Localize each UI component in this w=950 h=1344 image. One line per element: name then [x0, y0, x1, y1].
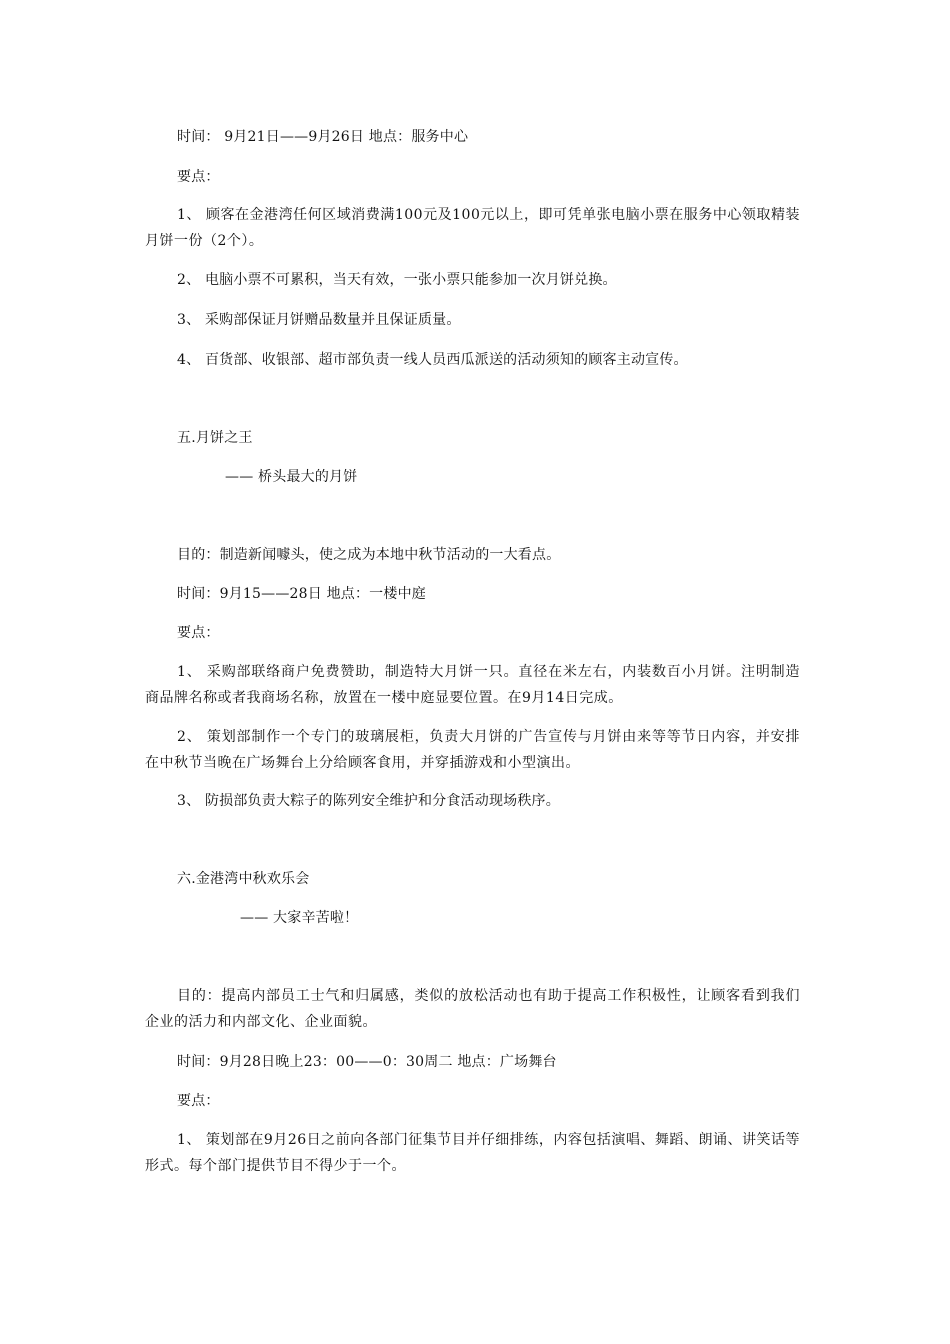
s4-points-label: 要点：	[177, 169, 220, 185]
s6-points-label: 要点：	[177, 1093, 220, 1109]
s5-points-label: 要点：	[177, 625, 220, 641]
s4-point-2: 2、 电脑小票不可累积，当天有效，一张小票只能参加一次月饼兑换。	[177, 272, 617, 288]
s5-time-place: 时间：9月15——28日 地点：一楼中庭	[177, 586, 426, 602]
s5-point-3: 3、 防损部负责大粽子的陈列安全维护和分食活动现场秩序。	[177, 793, 560, 809]
s5-point-2: 2、 策划部制作一个专门的玻璃展柜，负责大月饼的广告宣传与月饼由来等等节日内容，并安排在中秋节当晚在广场舞台上分给顾客食用，并穿插游戏和小型演出。	[145, 729, 800, 771]
s5-subtitle: —— 桥头最大的月饼	[225, 469, 358, 485]
s4-point-3: 3、 采购部保证月饼赠品数量并且保证质量。	[177, 312, 461, 328]
s6-purpose: 目的：提高内部员工士气和归属感，类似的放松活动也有助于提高工作积极性，让顾客看到我们企业的活力和内部文化、企业面貌。	[145, 988, 800, 1030]
s4-point-4: 4、 百货部、收银部、超市部负责一线人员西瓜派送的活动须知的顾客主动宣传。	[177, 352, 688, 368]
s4-time-place: 时间： 9月21日——9月26日 地点：服务中心	[177, 129, 469, 145]
s4-point-1: 1、 顾客在金港湾任何区域消费满100元及100元以上，即可凭单张电脑小票在服务中心领取精装月饼一份（2个）。	[145, 207, 800, 249]
s6-subtitle: —— 大家辛苦啦！	[240, 910, 359, 926]
s6-title: 六.金港湾中秋欢乐会	[177, 871, 310, 887]
s5-point-1: 1、 采购部联络商户免费赞助，制造特大月饼一只。直径在米左右，内装数百小月饼。注明制造商品牌名称或者我商场名称，放置在一楼中庭显要位置。在9月14日完成。	[145, 664, 800, 706]
s6-time-place: 时间：9月28日晚上23：00——0：30周二 地点：广场舞台	[177, 1054, 557, 1070]
s6-point-1: 1、 策划部在9月26日之前向各部门征集节目并仔细排练，内容包括演唱、舞蹈、朗诵、讲笑话等形式。每个部门提供节目不得少于一个。	[145, 1132, 800, 1174]
s5-purpose: 目的：制造新闻噱头，使之成为本地中秋节活动的一大看点。	[177, 547, 561, 563]
s5-title: 五.月饼之王	[177, 430, 253, 446]
